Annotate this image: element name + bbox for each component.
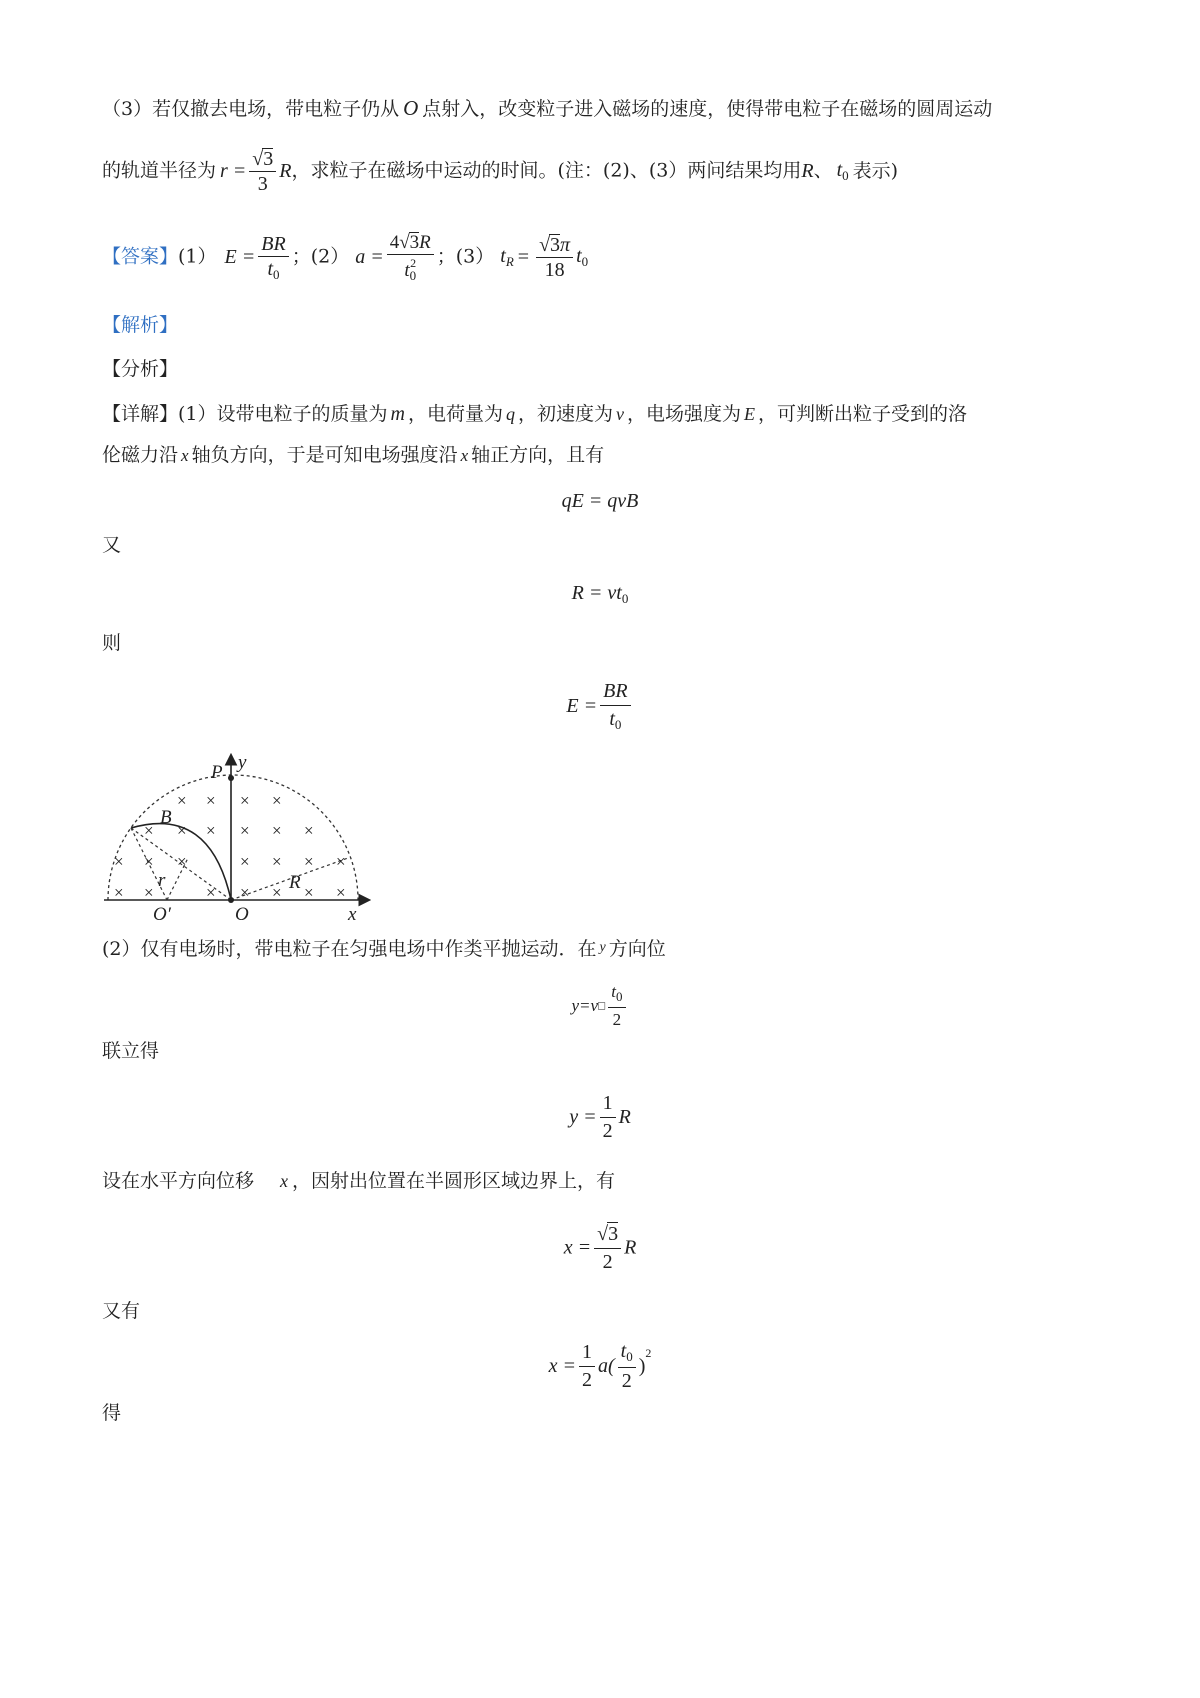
text: ，初速度为 [518, 403, 614, 425]
cross: × [240, 883, 250, 902]
t: t [404, 260, 410, 281]
answer-tag: 【答案】 [102, 245, 179, 268]
num: 3 [608, 1223, 619, 1245]
text: 轴正方向，且有 [471, 444, 605, 466]
answer-line [102, 232, 588, 282]
num: 1 [600, 1092, 616, 1118]
fraction-sqrt3pi-over-18: $\frac{√3\pi}{18}$ [536, 234, 573, 280]
label-x: x [348, 904, 357, 925]
label-R: R [289, 872, 301, 893]
num: 1 [579, 1341, 595, 1367]
text: (2）仅有电场时，带电粒子在匀强电场中作类平抛运动．在 [102, 938, 597, 960]
lhs: x = [563, 1236, 592, 1259]
den: 2 [581, 1369, 592, 1391]
close: ) [638, 1355, 646, 1377]
lhs: x = [548, 1355, 576, 1377]
text: ，求粒子在磁场中运动的时间。(注：(2)、(3）两问结果均用 [291, 159, 802, 182]
cross: × [177, 821, 187, 840]
cross: × [240, 852, 250, 871]
r-R: R [279, 160, 292, 182]
semicircle-magnetic-field-figure [100, 750, 380, 925]
text: ，电荷量为 [407, 403, 503, 425]
t-R [500, 245, 514, 267]
cross: × [144, 821, 154, 840]
sub: 0 [842, 168, 849, 183]
R: R [624, 1236, 637, 1259]
sub: 0 [614, 717, 622, 732]
den: 2 [602, 1251, 613, 1273]
text: 方向位 [608, 938, 666, 960]
equation-x-half-a-t0-2-sq [0, 1340, 1200, 1393]
text: ，电场强度为 [627, 403, 742, 425]
label-o: O [235, 904, 249, 925]
fenxi-heading: 【分析】 [102, 358, 179, 380]
den: 2 [602, 1120, 613, 1142]
text-youyou: 又有 [102, 1300, 141, 1322]
num: 3 [263, 148, 274, 170]
t: t [620, 1340, 627, 1362]
t: t [576, 245, 582, 267]
equation-y-half-R [0, 1092, 1200, 1143]
var-E: E [744, 404, 756, 424]
t: t [611, 982, 617, 1001]
fraction [608, 982, 625, 1030]
r-lhs: r = [220, 160, 247, 182]
var-x: x [181, 446, 189, 465]
fraction-4sqrt3R-over-t0sq: $\frac{4√3R}{t_0^2}$ [387, 232, 434, 282]
t0 [576, 245, 588, 267]
text-ze: 则 [102, 632, 122, 654]
fraction [600, 680, 630, 733]
fraction: $\frac{√3}{2}$ [594, 1222, 621, 1274]
equation-x-sqrt3-2-R [0, 1222, 1200, 1274]
cross: × [177, 791, 187, 810]
text: (1） [178, 245, 217, 268]
den: 18 [544, 259, 565, 281]
text: 轴负方向，于是可知电场强度沿 [191, 444, 458, 466]
jiexi-heading: 【解析】 [102, 314, 179, 336]
question-2-line [102, 940, 666, 959]
sub: 0 [409, 268, 417, 283]
question-3-line-2 [102, 148, 898, 194]
cross: × [144, 883, 154, 902]
cross: × [304, 883, 314, 902]
var-x: x [460, 446, 469, 465]
cross: × [272, 883, 282, 902]
cross: × [114, 883, 124, 902]
sub: 0 [621, 591, 629, 606]
text: 点射入，改变粒子进入磁场的速度，使得带电粒子在磁场的圆周运动 [422, 98, 993, 120]
R: R [618, 1106, 631, 1128]
cross: × [206, 883, 216, 902]
equation-y-vt0-2 [0, 982, 1200, 1030]
cross: × [144, 852, 154, 871]
cross: × [240, 821, 250, 840]
question-3-line-1 [102, 98, 992, 119]
equation-qE-qvB: qE = qvB [561, 490, 639, 512]
label-o-prime: O′ [153, 904, 171, 925]
text: (1）设带电粒子的质量为 [178, 403, 388, 425]
var-q: q [506, 404, 515, 424]
numR: R [419, 232, 431, 253]
point-o-dot [228, 897, 234, 903]
cross: × [304, 852, 314, 871]
text: ；(2） [291, 245, 350, 268]
sub: R [505, 254, 514, 269]
a-open: a( [597, 1355, 615, 1377]
label-p: P [211, 762, 223, 783]
cross: × [336, 852, 346, 871]
sub: 0 [616, 989, 623, 1004]
text-horizontal-displacement [102, 1172, 615, 1191]
sup: 2 [410, 256, 417, 270]
text: 的轨道半径为 [102, 159, 217, 182]
den: 2 [612, 1010, 622, 1029]
lhs: E = [566, 695, 598, 717]
label-r: r [158, 870, 166, 891]
var-m: m [390, 403, 405, 425]
e-lhs: E = [224, 246, 256, 268]
cross: × [114, 852, 124, 871]
fraction-t0-2 [618, 1340, 636, 1393]
sup: 2 [645, 1346, 652, 1361]
cross: × [272, 821, 282, 840]
text: 伦磁力沿 [102, 444, 179, 466]
lhs: R = vt [571, 582, 622, 604]
cross: × [272, 791, 282, 810]
text: ，因射出位置在半圆形区域边界上，有 [292, 1170, 616, 1192]
label-y: y [238, 752, 247, 773]
t: t [609, 708, 615, 730]
var-v: v [616, 404, 625, 424]
var-t0 [837, 159, 849, 181]
equation-R-vt0 [0, 582, 1200, 607]
cross: × [177, 852, 187, 871]
cross: × [206, 791, 216, 810]
num: BR [258, 234, 288, 257]
den: 2 [621, 1370, 632, 1392]
fraction [600, 1092, 616, 1143]
detail-tag: 【详解】 [102, 403, 179, 425]
cross: × [272, 852, 282, 871]
box: □ [598, 998, 606, 1013]
point-o: O [403, 96, 419, 120]
fraction-BR-over-t0 [258, 234, 288, 281]
a-lhs: a = [355, 246, 384, 268]
t: t [267, 257, 273, 280]
fraction-sqrt3-over-3: $\frac{√3}{3}$ [249, 148, 276, 194]
eq: = [517, 246, 530, 268]
num: BR [600, 680, 630, 706]
sub: 0 [581, 254, 589, 269]
lhs: y = [569, 1106, 597, 1128]
point-p [228, 775, 234, 781]
detail-line-2 [102, 446, 604, 465]
fraction-half [579, 1341, 595, 1392]
num3: 3 [550, 234, 561, 256]
var-R: R [801, 160, 814, 182]
label-b: B [160, 807, 172, 828]
cross: × [240, 791, 250, 810]
sub: 0 [626, 1349, 633, 1364]
cross: × [336, 883, 346, 902]
pi: π [560, 234, 571, 256]
var-x: x [280, 1171, 289, 1191]
equation-E-BR-t0 [0, 680, 1200, 733]
cross: × [304, 821, 314, 840]
num3: 3 [409, 232, 420, 253]
text: 表示) [852, 159, 899, 182]
sub: 0 [273, 266, 280, 282]
t: t [500, 245, 506, 267]
lhs: y=v [571, 996, 599, 1015]
text: ，可判断出粒子受到的洛 [758, 403, 968, 425]
text-you: 又 [102, 534, 122, 556]
text-lianli: 联立得 [102, 1040, 160, 1062]
var-y: y [599, 940, 606, 955]
den: 3 [257, 173, 268, 195]
num4: 4 [389, 232, 400, 253]
cross: × [206, 821, 216, 840]
sep: 、 [813, 159, 833, 182]
text: ；(3） [436, 245, 495, 268]
detail-line-1 [102, 404, 967, 424]
text: 设在水平方向位移 [102, 1170, 255, 1192]
text: （3）若仅撤去电场，带电粒子仍从 [102, 98, 400, 120]
t: t [836, 159, 843, 181]
text-de: 得 [102, 1402, 122, 1424]
